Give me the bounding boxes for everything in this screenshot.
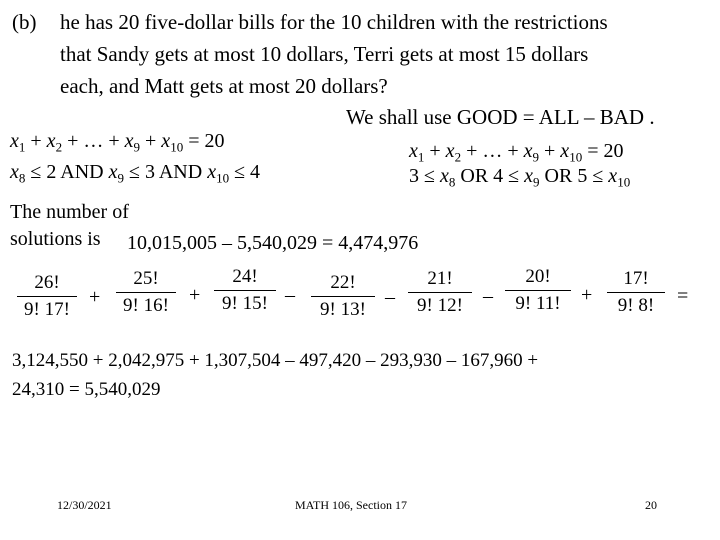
operator: +: [189, 284, 201, 306]
fraction-numerator: 17!: [623, 268, 649, 289]
fraction-denominator: 9! 8!: [617, 295, 655, 316]
problem-line-3: each, and Matt gets at most 20 dollars?: [60, 74, 388, 98]
fraction-20: [503, 266, 573, 315]
method-statement: We shall use GOOD = ALL – BAD .: [346, 105, 655, 129]
footer-course: MATH 106, Section 17: [295, 498, 407, 512]
fraction-denominator: 9! 15!: [222, 293, 268, 314]
fraction-24: [212, 266, 278, 315]
operator: –: [285, 284, 295, 306]
fraction-26: [15, 272, 79, 321]
fraction-numerator: 24!: [232, 266, 258, 287]
operator: =: [677, 285, 689, 307]
fraction-denominator: 9! 12!: [417, 295, 463, 316]
fraction-17: [605, 268, 667, 317]
fraction-denominator: 9! 17!: [24, 299, 70, 320]
right-sum-equation: $x_1 + x_2$ + … + $x_9 + x_{10} = 20$: [409, 140, 624, 165]
solutions-label-line-1: The number of: [10, 201, 129, 223]
fraction-denominator: 9! 11!: [515, 293, 561, 314]
sum-line-1: 3,124,550 + 2,042,975 + 1,307,504 – 497,420 – 293,930 – 167,960 +: [12, 350, 539, 371]
problem-line-2: that Sandy gets at most 10 dollars, Terri gets at most 15 dollars: [60, 42, 589, 66]
solutions-value: 10,015,005 – 5,540,029 = 4,474,976: [127, 232, 419, 254]
fraction-numerator: 20!: [525, 266, 551, 287]
fraction-numerator: 25!: [133, 268, 159, 289]
solutions-label-line-2: solutions is: [10, 228, 101, 250]
fraction-numerator: 22!: [330, 272, 356, 293]
left-constraints: $x_8 \le 2$ AND $x_9 \le 3$ AND $x_{10} \le 4$: [10, 161, 261, 186]
left-sum-equation: $x_1 + x_2$ + … + $x_9 + x_{10} = 20$: [10, 130, 225, 155]
problem-label: (b): [12, 10, 37, 34]
right-constraints: $3 \le x_8$ OR $4 \le x_9$ OR $5 \le x_{10}$: [409, 165, 631, 190]
footer-page-number: 20: [645, 498, 657, 512]
operator: +: [89, 286, 101, 308]
fraction-21: [406, 268, 474, 317]
fraction-numerator: 26!: [34, 272, 60, 293]
fraction-22: [309, 272, 377, 321]
fraction-25: [114, 268, 178, 317]
problem-line-1: he has 20 five-dollar bills for the 10 children with the restrictions: [60, 10, 608, 34]
operator: –: [483, 285, 493, 307]
sum-line-2: 24,310 = 5,540,029: [12, 379, 161, 400]
fraction-denominator: 9! 13!: [320, 299, 366, 320]
operator: +: [581, 284, 593, 306]
operator: –: [385, 286, 395, 308]
fraction-numerator: 21!: [427, 268, 453, 289]
footer-date: 12/30/2021: [57, 498, 112, 512]
fraction-denominator: 9! 16!: [123, 295, 169, 316]
